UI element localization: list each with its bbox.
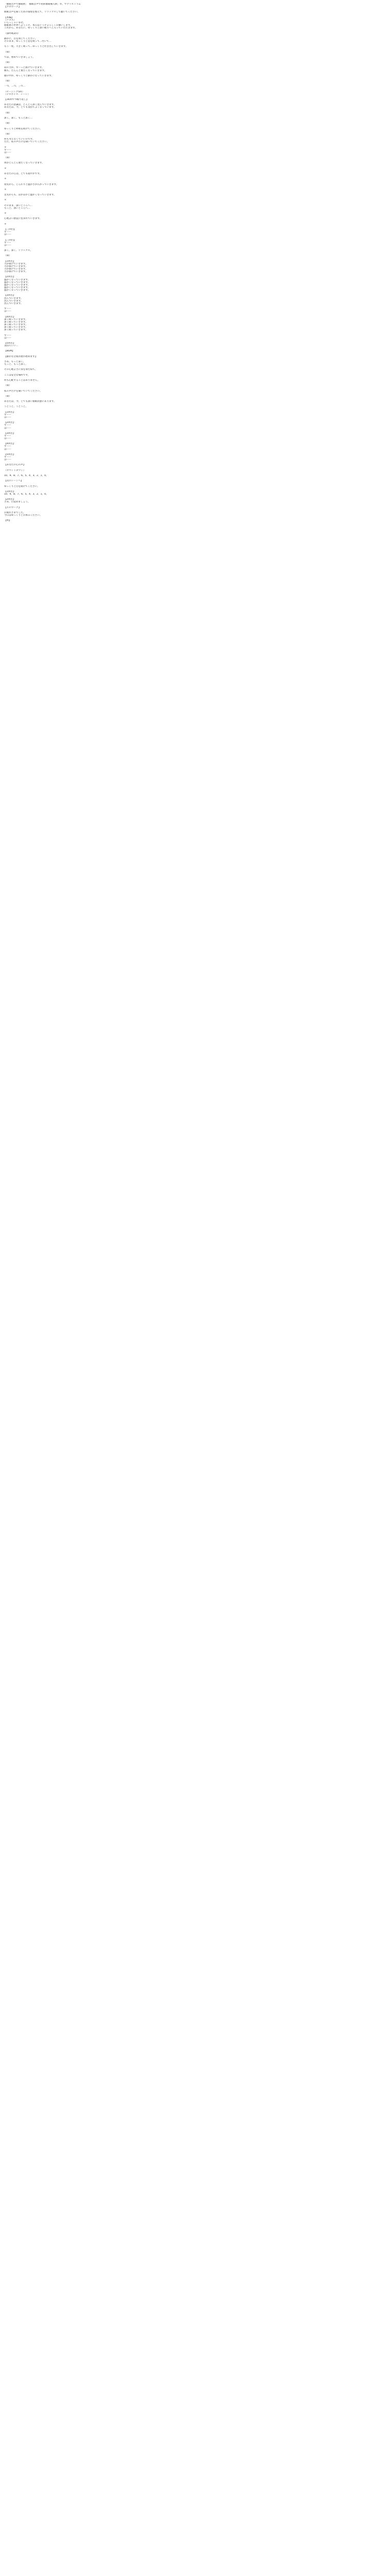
script-line: 【あなたの心の声】 (4, 464, 26, 467)
script-line: 【16回ずつ繰り返し】 (4, 98, 29, 101)
script-line: 【プロローグ】 (4, 6, 21, 9)
script-line: 沈んでいきます。 (4, 297, 23, 300)
script-line: 指先から、じんわりと温かさが広がっていきます。 (4, 183, 59, 186)
script-line: すーー (4, 241, 11, 244)
script-line: 頭の中が、ゆっくりと静かになっていきます。 (4, 74, 54, 77)
script-line: ただ、私の声だけを聞いていてください。 (4, 141, 49, 144)
script-line: 【3回目】 (4, 294, 15, 297)
script-line: （間） (4, 157, 11, 160)
script-line: 今日はゆっくりとお休みください。 (4, 514, 42, 517)
script-line: （間） (4, 122, 11, 125)
script-line: うとうと、うとうと。 (4, 405, 28, 409)
script-line: ここは安全な場所です。 (4, 374, 30, 377)
script-line: （間） (4, 395, 11, 398)
script-line: ＊ (4, 146, 7, 149)
script-line: すーー (4, 413, 11, 416)
script-line: 【1回目】 (4, 490, 15, 493)
script-line: 腕も、だらんと重たくなっていきます。 (4, 69, 47, 72)
script-line: すーー (4, 434, 11, 437)
script-line: ＊ (4, 167, 7, 170)
script-line: 【4回目】 (4, 443, 15, 446)
script-line: いらっしゃいませ。 (4, 21, 26, 24)
script-line: すーー (4, 445, 11, 448)
script-line: （間） (4, 255, 11, 258)
script-line: 【三回目】 (4, 239, 16, 242)
script-line: （間） (4, 61, 11, 64)
script-line: あなたの心は、とても穏やかです。 (4, 173, 42, 175)
script-line: 温かくなっていきます。 (4, 286, 30, 290)
script-line: 力が抜けていきます。 (4, 270, 28, 274)
script-document (4, 3, 382, 522)
script-line: （間） (4, 111, 11, 114)
script-line: 催眠音声を聞くための環境を整えて、リラックスして聴いてください。 (4, 11, 80, 14)
script-line: （間） (4, 50, 11, 54)
script-line: 足先からも、ぽかぽかと温かくなっていきます。 (4, 194, 56, 197)
script-line: 【1回目】 (4, 411, 15, 414)
script-line: 深く眠っていきます。 (4, 324, 28, 327)
script-line: はーー (4, 151, 11, 154)
script-line: 【次のシーンへ】 (4, 480, 23, 483)
script-line: あなたの意識は、どんどん深く沈んでいきます。 (4, 104, 56, 107)
script-line: 沈んでいきます。 (4, 302, 23, 305)
script-line: はーー (4, 310, 11, 313)
script-line: 肩の力が、すーっと抜けていきます。 (4, 66, 44, 70)
script-line: はーー (4, 416, 11, 419)
script-line: （ビージング5回） (4, 90, 25, 93)
script-line: これから、あなたに、ゆっくりと深い眠りへと入っていただきます。 (4, 27, 77, 30)
script-line: お疲れさまでした。 (4, 512, 26, 514)
script-line: すーー (4, 308, 11, 311)
script-line: 深く眠っていきます。 (4, 326, 28, 329)
script-line: 気持ちいい… (4, 345, 19, 348)
script-line: 【2回目】 (4, 498, 15, 501)
script-line: 私の声だけを聞いていてください。 (4, 389, 42, 393)
script-line: はーー (4, 427, 11, 430)
script-line: はーー (4, 459, 11, 462)
script-line: 深く眠っていきます。 (4, 318, 28, 321)
script-line: では、始めていきましょう。 (4, 56, 35, 59)
script-line: さあ、目覚めましょう。 (4, 501, 30, 504)
script-line: もう一度、大きく吸って…ゆっくりと吐き出していきます。 (4, 45, 68, 48)
script-line: 温かくなっていきます。 (4, 289, 30, 292)
script-line: 体がどんどん重たくなっていきます。 (4, 162, 44, 165)
script-line: （間） (4, 132, 11, 135)
script-line: 10、9、8、7、6、5、4、3、2、1、0。 (4, 474, 48, 478)
script-line: 【1回目】 (4, 260, 15, 263)
script-line: もっと、深いところへ… (4, 207, 30, 210)
script-line: すーー (4, 456, 11, 459)
script-line: 【4回目】 (4, 315, 15, 318)
script-line: 沈んでいきます。 (4, 299, 23, 302)
script-line: 力が抜けていきます。 (4, 262, 28, 265)
script-line: あなたは、今、とても深い催眠状態にあります。 (4, 400, 56, 403)
script-line: （間） (4, 80, 11, 83)
script-line: 【終】 (4, 519, 11, 522)
script-line: 【5回目】 (4, 453, 15, 456)
script-line: ゆっくりと目を開けてください。 (4, 485, 40, 488)
script-line: 静かに、目を閉じてください。 (4, 37, 38, 40)
script-line: ＊ (4, 178, 7, 181)
script-line: 深く眠っていきます。 (4, 329, 28, 332)
script-line: 一つ、二つ、三つ… (4, 85, 25, 88)
script-line: （ケプス） (4, 19, 16, 22)
script-line: はーー (4, 233, 11, 236)
script-line: 深く、深く、もっと深く… (4, 117, 32, 120)
script-line: 【5回目】 (4, 342, 15, 345)
script-line: はーー (4, 448, 11, 451)
script-line: すーー (4, 148, 11, 151)
script-line: 【3回目】 (4, 432, 15, 435)
script-line: （間） (4, 384, 11, 387)
script-line: 【本編】 (4, 16, 14, 19)
script-line: 力が抜けていきます。 (4, 265, 28, 268)
script-line: 温かくなっていきます。 (4, 283, 30, 286)
script-line: 【2回目】 (4, 421, 15, 425)
script-line: そのまま、ゆっくりと息を吸って…吐いて… (4, 40, 51, 43)
script-line: 【三回目】 (4, 228, 16, 231)
script-line: （深呼吸2回） (4, 32, 20, 35)
script-line: すーー (4, 231, 11, 234)
script-line: ＊ (4, 199, 7, 202)
script-line: 【エピローグ】 (4, 506, 21, 509)
script-line: 【静かな音楽が流れ始めます】 (4, 355, 38, 358)
script-line: 何も心配することはありません。 (4, 379, 40, 382)
script-line: 催眠術の世界へようこそ。本日はどうぞよろしくお願いします。 (4, 24, 73, 27)
script-line: ＊ (4, 188, 7, 191)
script-line: ゆっくりと呼吸を続けてください。 (4, 127, 42, 130)
script-line: 【BGM】 (4, 350, 14, 353)
script-line: 【2回目】 (4, 276, 15, 279)
script-line: 深く、深く、リラックス。 (4, 249, 32, 252)
script-line: もっと、もっと深く。 (4, 363, 28, 366)
script-line: 何も考えなくていいのです。 (4, 138, 35, 141)
script-line: ＊ (4, 223, 7, 226)
script-line: 心地よい感覚に包まれていきます。 (4, 217, 42, 221)
script-line: さあ、もっと深く。 (4, 360, 26, 363)
script-line: 10、9、8、7、6、5、4、3、2、1、0。 (4, 493, 48, 496)
script-line: すーー (4, 334, 11, 337)
script-line: 温かくなっていきます。 (4, 278, 30, 281)
script-line: はーー (4, 244, 11, 247)
script-line: そのまま、深いところへ… (4, 204, 33, 207)
script-line: ＊ (4, 212, 7, 215)
script-line: はーー (4, 437, 11, 440)
script-line: 温かくなっていきます。 (4, 281, 30, 284)
script-line: 「催眠音声で催眠術」 催眠音声で初回催眠導入術」作、サクリストラム (4, 3, 81, 6)
script-line: その心地よさに身をゆだねて。 (4, 368, 38, 371)
script-line: （デスボイス：シーン） (4, 93, 30, 96)
script-line: 深く眠っていきます。 (4, 320, 28, 324)
script-line: 力が抜けていきます。 (4, 268, 28, 271)
script-line: （カウントダウン） (4, 469, 26, 472)
script-line: あなたは、今、とても気持ちよくなっています。 (4, 106, 56, 109)
script-line: はーー (4, 336, 11, 340)
script-line: すーー (4, 424, 11, 427)
